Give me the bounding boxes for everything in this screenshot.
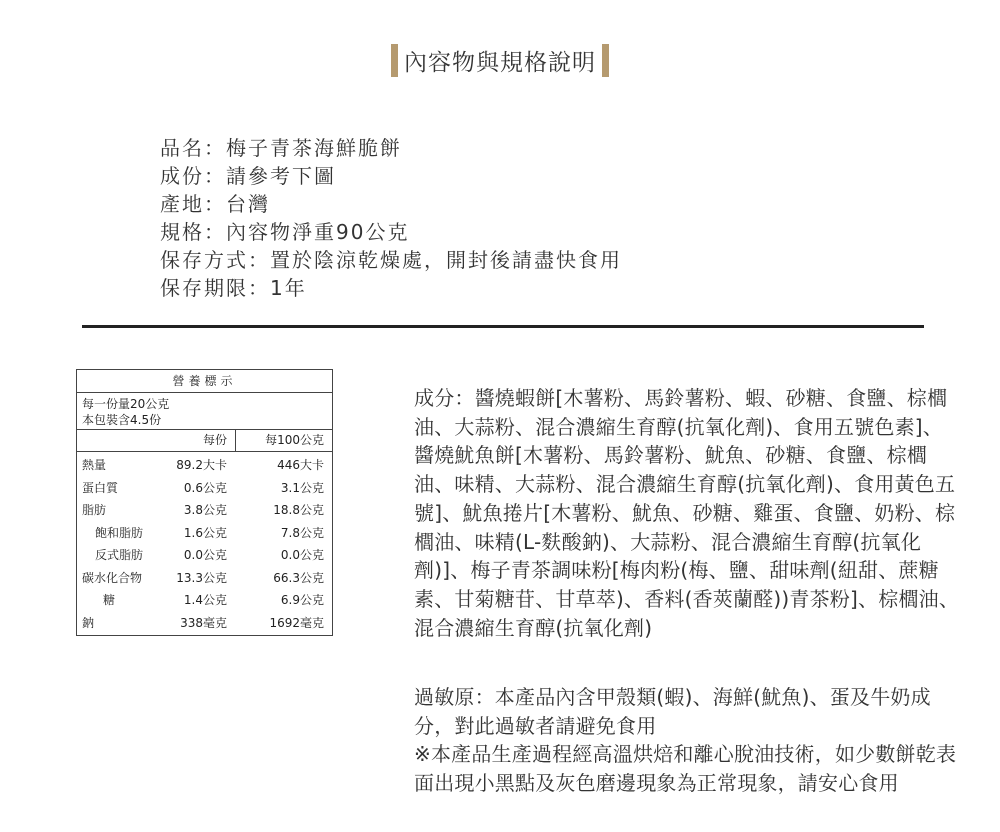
servings-per-pack: 本包裝含4.5份: [82, 413, 162, 427]
nutrient-name: 飽和脂肪: [95, 525, 144, 540]
per-serving-value: 1.4公克: [183, 593, 227, 607]
nutrition-facts-table: [76, 369, 333, 636]
per-serving-value: 3.8公克: [183, 503, 227, 517]
spec-row-origin: [160, 190, 622, 218]
nutrient-name: 蛋白質: [82, 480, 119, 495]
spec-label: 產地：: [160, 192, 226, 216]
spec-label: 規格：: [160, 220, 226, 244]
ingredients-text: 成分：醬燒蝦餅[木薯粉、馬鈴薯粉、蝦、砂糖、食鹽、棕櫚油、大蒜粉、混合濃縮生育醇(抗氧化劑)、食用五號色素]、醬燒魷魚餅[木薯粉、馬鈴薯粉、魷魚、砂糖、食鹽、棕櫚油、味精、大蒜粉、混合濃縮生育醇(抗氧化劑)、食用黃色五號]、魷魚捲片[木薯粉、魷魚、砂糖、雞蛋、食鹽、奶粉、棕櫚油、味精(L-麩酸鈉)、大蒜粉、混合濃縮生育醇(抗氧化劑)]、梅子青茶調味粉[梅肉粉(梅、鹽、甜味劑(紐甜、蔗糖素、甘菊糖苷、甘草萃)、香料(香莢蘭醛))青茶粉]、棕櫚油、混合濃縮生育醇(抗氧化劑): [414, 386, 960, 640]
spec-row-storage: [160, 246, 622, 274]
spec-row-name: [160, 134, 622, 162]
title-block: [0, 44, 1000, 81]
table-row: [77, 522, 332, 545]
table-row: [77, 612, 332, 635]
per-100g-value: 0.0公克: [280, 548, 324, 562]
spec-value: 請參考下圖: [226, 164, 336, 188]
page-title: 內容物與規格說明: [404, 50, 596, 76]
table-row: [77, 567, 332, 590]
nutrition-header-row: [77, 430, 332, 452]
spec-label: 保存期限：: [160, 276, 270, 300]
spec-row-size: [160, 218, 622, 246]
per-100g-value: 18.8公克: [273, 503, 324, 517]
allergen-section: [414, 683, 962, 798]
per-serving-value: 338毫克: [180, 615, 227, 630]
spec-value: 置於陰涼乾燥處，開封後請盡快食用: [270, 248, 622, 272]
title-right-bar: [602, 44, 609, 77]
table-row: [77, 544, 332, 567]
table-row: [77, 454, 332, 477]
spec-label: 成份：: [160, 164, 226, 188]
nutrition-title: 營養標示: [77, 370, 332, 393]
per-100g-value: 3.1公克: [280, 480, 324, 495]
table-row: [77, 477, 332, 500]
header-blank: [77, 430, 165, 451]
per-serving-value: 13.3公克: [176, 570, 227, 585]
nutrition-rows: [77, 452, 332, 634]
per-100g-value: 446大卡: [277, 458, 324, 472]
per-100g-value: 6.9公克: [280, 593, 324, 607]
nutrient-name: 反式脂肪: [95, 548, 144, 562]
spec-value: 內容物淨重90公克: [226, 220, 410, 244]
spec-value: 1年: [270, 276, 307, 300]
spec-value: 台灣: [226, 192, 270, 216]
title-left-bar: [391, 44, 398, 77]
per-100g-value: 66.3公克: [273, 570, 324, 585]
section-divider: [82, 325, 924, 328]
nutrient-name: 熱量: [82, 458, 107, 472]
spec-list: [160, 134, 622, 302]
spec-label: 品名：: [160, 136, 226, 160]
production-note: ※本產品生產過程經高溫烘焙和離心脫油技術，如少數餅乾表面出現小黑點及灰色磨邊現象為正常現象，請安心食用: [414, 742, 957, 796]
per-serving-value: 89.2大卡: [176, 458, 227, 472]
spec-row-ingredients: [160, 162, 622, 190]
nutrient-name: 糖: [103, 593, 116, 607]
header-per-100g: 每100公克: [235, 430, 332, 451]
table-row: [77, 499, 332, 522]
page-title-container: [391, 44, 609, 77]
per-serving-value: 0.6公克: [183, 480, 227, 495]
header-per-serving: 每份: [202, 433, 227, 447]
table-row: [77, 589, 332, 612]
spec-value: 梅子青茶海鮮脆餅: [226, 136, 402, 160]
nutrient-name: 鈉: [82, 615, 95, 630]
per-100g-value: 7.8公克: [280, 525, 324, 540]
serving-info: [77, 393, 332, 430]
allergen-text: 過敏原：本產品內含甲殼類(蝦)、海鮮(魷魚)、蛋及牛奶成分，對此過敏者請避免食用: [414, 685, 931, 738]
spec-row-shelf-life: [160, 274, 622, 302]
per-serving-value: 0.0公克: [183, 548, 227, 562]
per-serving-value: 1.6公克: [183, 525, 227, 540]
spec-label: 保存方式：: [160, 248, 270, 272]
nutrient-name: 碳水化合物: [82, 570, 143, 585]
per-100g-value: 1692毫克: [269, 615, 324, 630]
serving-size: 每一份量20公克: [82, 397, 170, 411]
nutrient-name: 脂肪: [82, 503, 107, 517]
